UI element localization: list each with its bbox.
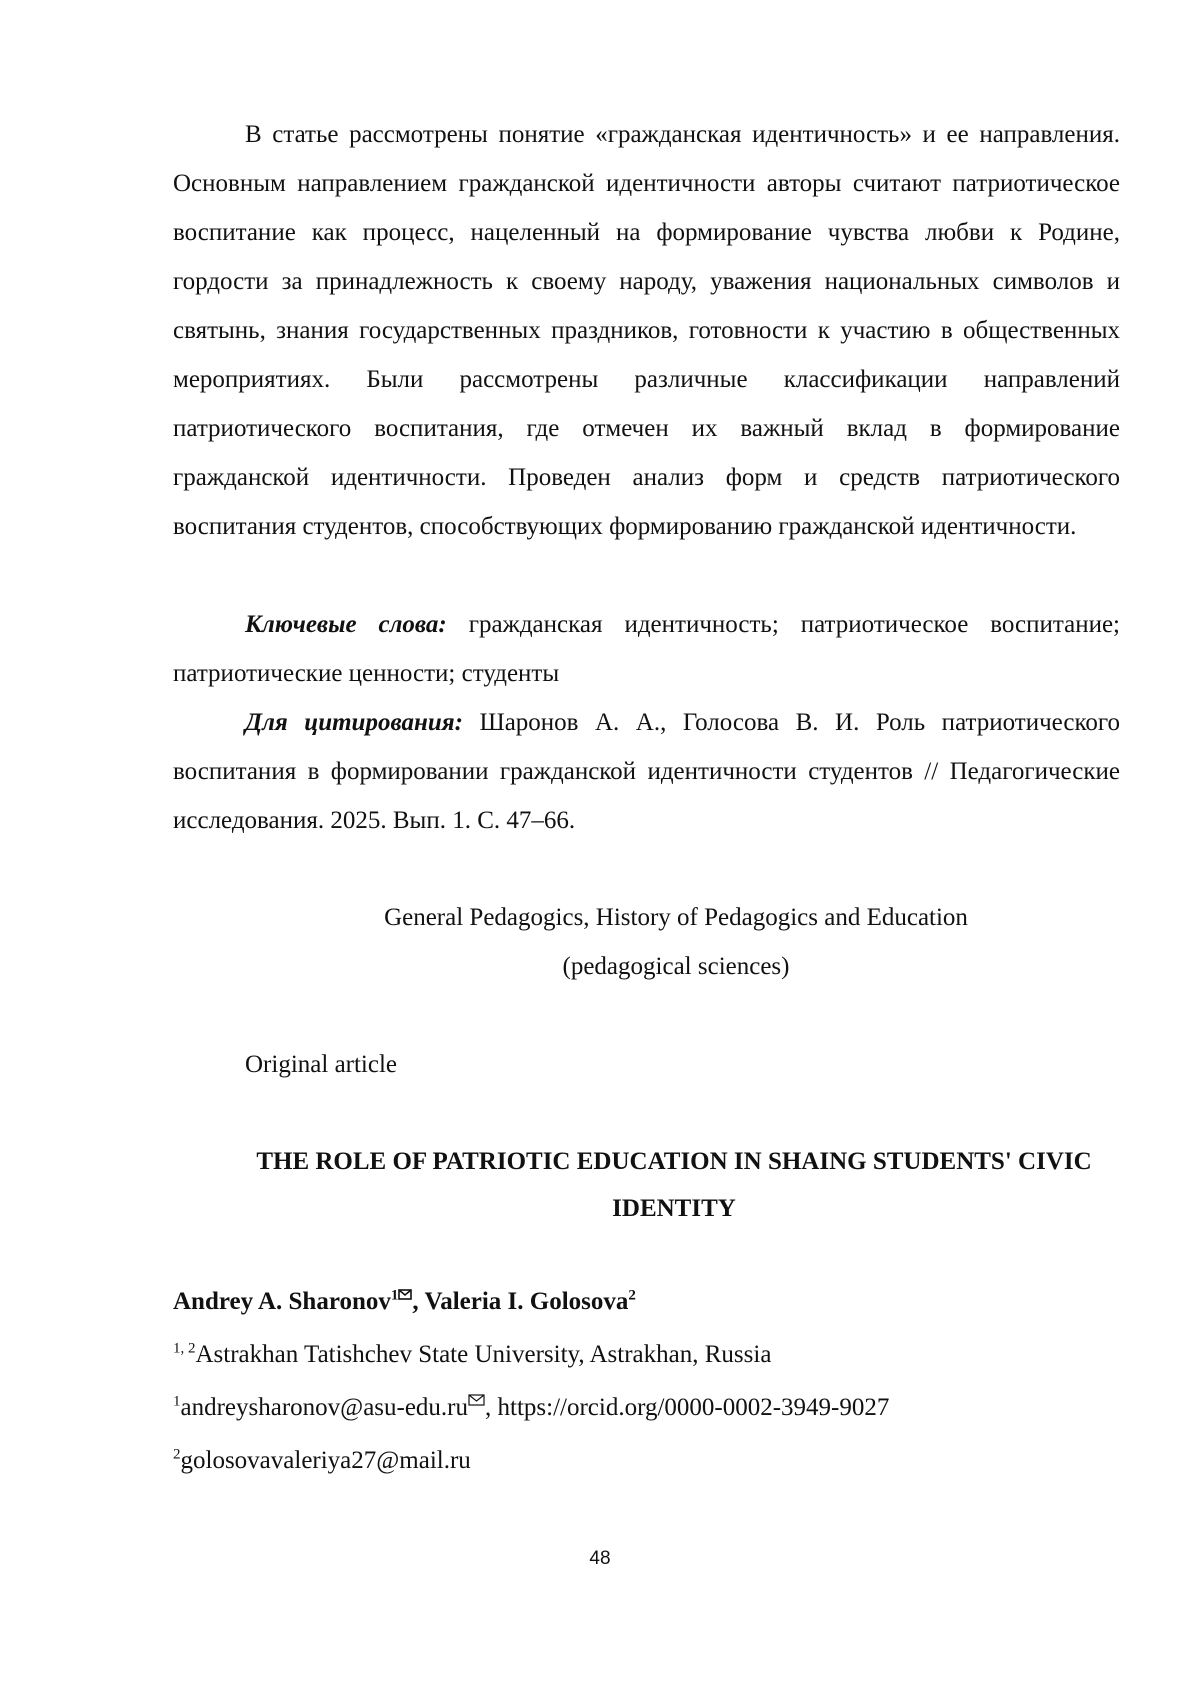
affiliation-text: Astrakhan Tatishchev State University, Astrakhan, Russia [195,1341,772,1368]
email-1-link[interactable]: andreysharonov@asu-edu.ru [180,1394,469,1421]
contact-line-1 [173,1388,889,1428]
citation-paragraph [173,698,1120,845]
keywords-text: гражданская идентичность; патриотическое воспитание; патриотические ценности; студенты [173,611,1120,687]
author-2: Valeria I. Golosova [424,1288,629,1315]
envelope-icon [398,1289,412,1300]
keywords-paragraph [173,600,1120,698]
author-1: Andrey A. Sharonov [173,1288,391,1315]
email-2-sup: 2 [173,1446,181,1463]
email-2-link[interactable]: golosovavaleriya27@mail.ru [180,1447,471,1474]
keywords-label: Ключевые слова: [245,611,447,638]
specialty-heading [173,893,1179,991]
specialty-line-2: (pedagogical sciences) [562,953,790,980]
author-2-sup: 2 [628,1287,636,1304]
email-1-sup: 1 [173,1393,181,1410]
envelope-outline-icon [468,1394,485,1406]
article-title: THE ROLE OF PATRIOTIC EDUCATION IN SHAING STUDENTS' CIVIC IDENTITY [256,1148,1092,1222]
contact-line-2 [173,1441,471,1481]
affiliation-sup: 1, 2 [173,1340,196,1357]
author-1-sup: 1 [390,1287,399,1304]
specialty-line-1: General Pedagogics, History of Pedagogics and Education [384,904,968,931]
authors-line [173,1282,636,1322]
keywords-block [173,600,1120,698]
citation-text: Шаронов А. А., Голосова В. И. Роль патриотического воспитания в формировании гражданской идентичности студентов // Педагогические исследования. 2025. Вып. 1. С. 47–66. [173,709,1120,834]
article-type: Original article [245,1051,398,1078]
citation-block [173,698,1120,845]
abstract-block [173,110,1120,551]
citation-label: Для цитирования: [245,709,463,736]
abstract-text: В статье рассмотрены понятие «гражданская идентичность» и ее направления. Основным направлением гражданской идентичности авторы считают патриотическое воспитание как процесс, нацеленный на формирование чувства любви к Родине, гордости за принадлежность к своему народу, уважения национальных символов и святынь, знания государственных праздников, готовности к участию в общественных мероприятиях. Были рассмотрены различные классификации направлений патриотического воспитания, где отмечен их важный вклад в формирование гражданской идентичности. Проведен анализ форм и средств патриотического воспитания студентов, способствующих формированию гражданской идентичности. [173,121,1120,540]
affiliation-line [173,1335,771,1375]
orcid-link[interactable]: , https://orcid.org/0000-0002-3949-9027 [485,1394,890,1421]
authors-separator: , [412,1288,425,1315]
page-number: 48 [589,1548,611,1569]
